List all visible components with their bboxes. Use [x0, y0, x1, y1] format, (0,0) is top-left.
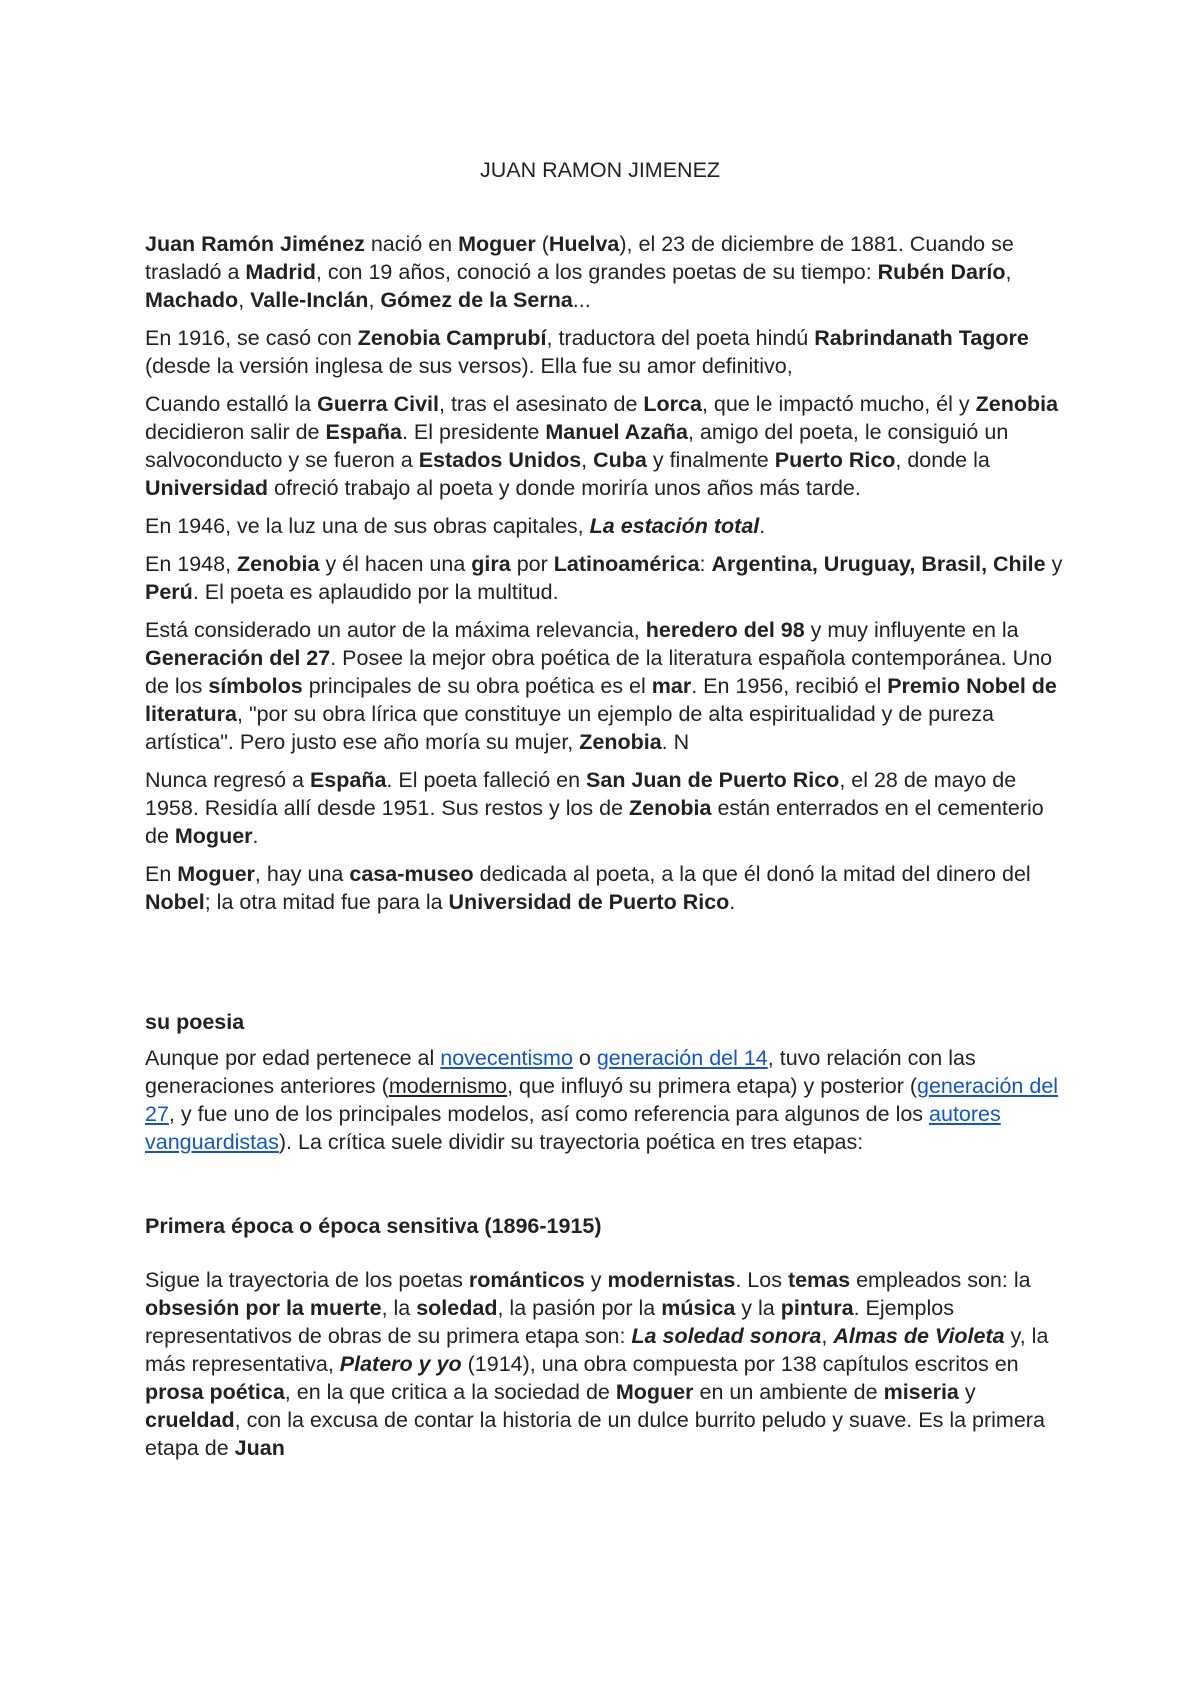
bold-text: Guerra Civil: [317, 392, 440, 416]
text-run: .: [729, 890, 736, 914]
text-run: , con 19 años, conoció a los grandes poetas de su tiempo:: [315, 260, 878, 284]
bold-text: Platero y yo: [339, 1352, 462, 1376]
bold-text: Nobel: [145, 890, 205, 914]
text-run: , y fue uno de los principales modelos, así como referencia para algunos de los: [168, 1102, 930, 1126]
text-run: Sigue la trayectoria de los poetas: [145, 1268, 469, 1292]
text-run: . Posee la mejor obra poética de la literatura española contemporánea. Uno de los: [145, 646, 1053, 698]
bold-text: Zenobia: [237, 552, 320, 576]
bold-text: Estados Unidos: [418, 448, 582, 472]
paragraph: [145, 390, 1065, 502]
text-run: Nunca regresó a: [145, 768, 310, 792]
text-run: , con la excusa de contar la historia de un dulce burrito peludo y suave. Es la primera etapa de: [145, 1408, 1045, 1460]
bold-text: Zenobia: [975, 392, 1059, 416]
paragraph: [145, 1266, 1065, 1462]
text-run: . N: [661, 730, 690, 754]
text-run: y, la más representativa,: [145, 1324, 1049, 1376]
bold-text: miseria: [883, 1380, 959, 1404]
bold-text: Moguer: [177, 862, 255, 886]
text-link[interactable]: generación del 14: [596, 1046, 768, 1070]
text-run: , "por su obra lírica que constituye un ejemplo de alta espiritualidad y de pureza artística". Pero justo ese año moría su mujer,: [145, 702, 995, 754]
bold-text: La soledad sonora: [631, 1324, 822, 1348]
text-run: (: [535, 232, 549, 256]
bold-text: Latinoamérica: [553, 552, 700, 576]
text-run: . El presidente: [401, 420, 546, 444]
document-title: JUAN RAMON JIMENEZ: [479, 158, 721, 182]
bold-text: Cuba: [593, 448, 647, 472]
text-run: ...: [572, 288, 591, 312]
text-run: dedicada al poeta, a la que él donó la mitad del dinero del: [473, 862, 1031, 886]
text-run: ,: [821, 1324, 834, 1348]
text-run: Aunque por edad pertenece al: [145, 1046, 441, 1070]
text-run: nació en: [364, 232, 459, 256]
bold-text: Lorca: [643, 392, 702, 416]
text-run: ; la otra mitad fue para la: [204, 890, 449, 914]
text-run: .: [759, 514, 766, 538]
text-run: , tras el asesinato de: [439, 392, 644, 416]
text-run: y: [1045, 552, 1063, 576]
paragraph: [145, 550, 1065, 606]
text-run: En: [145, 862, 178, 886]
text-run: ). La crítica suele dividir su trayectoria poética en tres etapas:: [278, 1130, 864, 1154]
text-run: ofreció trabajo al poeta y donde moriría unos años más tarde.: [268, 476, 861, 500]
paragraph: [145, 860, 1065, 916]
biography-section: [145, 230, 1065, 916]
text-run: , hay una: [254, 862, 350, 886]
text-run: en un ambiente de: [693, 1380, 884, 1404]
text-run: , la: [381, 1296, 417, 1320]
bold-text: símbolos: [208, 674, 303, 698]
bold-text: San Juan de Puerto Rico: [586, 768, 840, 792]
text-run: En 1948,: [145, 552, 238, 576]
paragraph: [145, 324, 1065, 380]
text-run: , tuvo relación con las generaciones anteriores (: [145, 1046, 976, 1098]
bold-text: Puerto Rico: [774, 448, 896, 472]
bold-text: heredero del 98: [645, 618, 805, 642]
text-run: por: [510, 552, 554, 576]
paragraph: [145, 1044, 1065, 1156]
bold-text: casa-museo: [349, 862, 474, 886]
section-heading-poesia: su poesia: [145, 1010, 245, 1034]
text-run: ,: [1005, 260, 1012, 284]
bold-text: música: [661, 1296, 736, 1320]
bold-text: Moguer: [615, 1380, 694, 1404]
bold-text: mar: [651, 674, 692, 698]
text-run: :: [699, 552, 712, 576]
text-run: y: [584, 1268, 608, 1292]
text-run: , la pasión por la: [497, 1296, 662, 1320]
bold-text: Argentina, Uruguay, Brasil, Chile: [711, 552, 1046, 576]
text-run: . El poeta es aplaudido por la multitud.: [192, 580, 559, 604]
bold-text: La estación total: [589, 514, 760, 538]
text-run: ,: [368, 288, 381, 312]
bold-text: Zenobia: [629, 796, 712, 820]
bold-text: Universidad: [145, 476, 269, 500]
text-run: Cuando estalló la: [145, 392, 318, 416]
bold-text: soledad: [416, 1296, 498, 1320]
bold-text: Rabrindanath Tagore: [814, 326, 1029, 350]
bold-text: pintura: [780, 1296, 854, 1320]
bold-text: Gómez de la Serna: [380, 288, 573, 312]
text-run: , donde la: [895, 448, 990, 472]
text-link[interactable]: novecentismo: [440, 1046, 573, 1070]
text-run: . El poeta falleció en: [386, 768, 587, 792]
text-run: decidieron salir de: [145, 420, 326, 444]
poesia-section: [145, 1044, 1065, 1156]
text-run: En 1946, ve la luz una de sus obras capitales,: [145, 514, 590, 538]
text-run: ), el 23 de diciembre de 1881. Cuando se trasladó a: [145, 232, 1014, 284]
text-run: y: [958, 1380, 976, 1404]
text-run: principales de su obra poética es el: [302, 674, 652, 698]
text-run: En 1916, se casó con: [145, 326, 358, 350]
bold-text: España: [325, 420, 402, 444]
text-run: o: [572, 1046, 597, 1070]
bold-text: Perú: [145, 580, 193, 604]
text-run: modernismo: [388, 1074, 508, 1098]
text-run: ,: [238, 288, 251, 312]
bold-text: Zenobia: [579, 730, 662, 754]
bold-text: temas: [787, 1268, 851, 1292]
text-run: (1914), una obra compuesta por 138 capítulos escritos en: [461, 1352, 1019, 1376]
bold-text: Juan Ramón Jiménez: [145, 232, 365, 256]
bold-text: Moguer: [458, 232, 536, 256]
bold-text: Manuel Azaña: [545, 420, 688, 444]
text-run: . Los: [735, 1268, 788, 1292]
paragraph: [145, 512, 1065, 540]
bold-text: Premio Nobel de literatura: [145, 674, 1057, 726]
bold-text: Juan: [234, 1436, 285, 1460]
bold-text: Machado: [145, 288, 239, 312]
text-run: están enterrados en el cementerio de: [145, 796, 1044, 848]
paragraph: [145, 766, 1065, 850]
text-run: y él hacen una: [319, 552, 472, 576]
paragraph: [145, 616, 1065, 756]
bold-text: Universidad de Puerto Rico: [448, 890, 730, 914]
text-run: . Ejemplos representativos de obras de su primera etapa son:: [145, 1296, 954, 1348]
text-run: y finalmente: [646, 448, 775, 472]
text-run: empleados son: la: [850, 1268, 1031, 1292]
primera-epoca-section: [145, 1266, 1065, 1462]
bold-text: modernistas: [607, 1268, 736, 1292]
bold-text: Almas de Violeta: [833, 1324, 1005, 1348]
text-run: .: [252, 824, 259, 848]
text-run: , el 28 de mayo de 1958. Residía allí desde 1951. Sus restos y los de: [145, 768, 1017, 820]
text-run: (desde la versión inglesa de sus versos). Ella fue su amor definitivo,: [145, 354, 793, 378]
bold-text: prosa poética: [145, 1380, 285, 1404]
bold-text: Zenobia Camprubí: [357, 326, 547, 350]
bold-text: Madrid: [245, 260, 316, 284]
document-body: [145, 230, 1065, 1472]
bold-text: románticos: [468, 1268, 585, 1292]
paragraph: [145, 230, 1065, 314]
text-run: , que influyó su primera etapa) y posterior (: [507, 1074, 917, 1098]
bold-text: Generación del 27: [145, 646, 331, 670]
text-run: y muy influyente en la: [804, 618, 1019, 642]
bold-text: Valle-Inclán: [250, 288, 369, 312]
text-run: Está considerado un autor de la máxima relevancia,: [145, 618, 646, 642]
text-link[interactable]: autores vanguardistas: [145, 1102, 1001, 1154]
text-run: , amigo del poeta, le consiguió un salvoconducto y se fueron a: [145, 420, 1009, 472]
bold-text: crueldad: [145, 1408, 235, 1432]
bold-text: Moguer: [174, 824, 253, 848]
text-run: ,: [581, 448, 594, 472]
bold-text: España: [309, 768, 387, 792]
bold-text: Huelva: [548, 232, 620, 256]
text-run: , que le impactó mucho, él y: [701, 392, 976, 416]
section-heading-primera-epoca: Primera época o época sensitiva (1896-1915): [145, 1214, 602, 1238]
text-run: , en la que critica a la sociedad de: [284, 1380, 616, 1404]
bold-text: Rubén Darío: [877, 260, 1006, 284]
text-link[interactable]: generación del 27: [145, 1074, 1059, 1126]
bold-text: obsesión por la muerte: [145, 1296, 382, 1320]
bold-text: gira: [471, 552, 511, 576]
text-run: , traductora del poeta hindú: [546, 326, 815, 350]
text-run: y la: [735, 1296, 781, 1320]
text-run: . En 1956, recibió el: [691, 674, 888, 698]
